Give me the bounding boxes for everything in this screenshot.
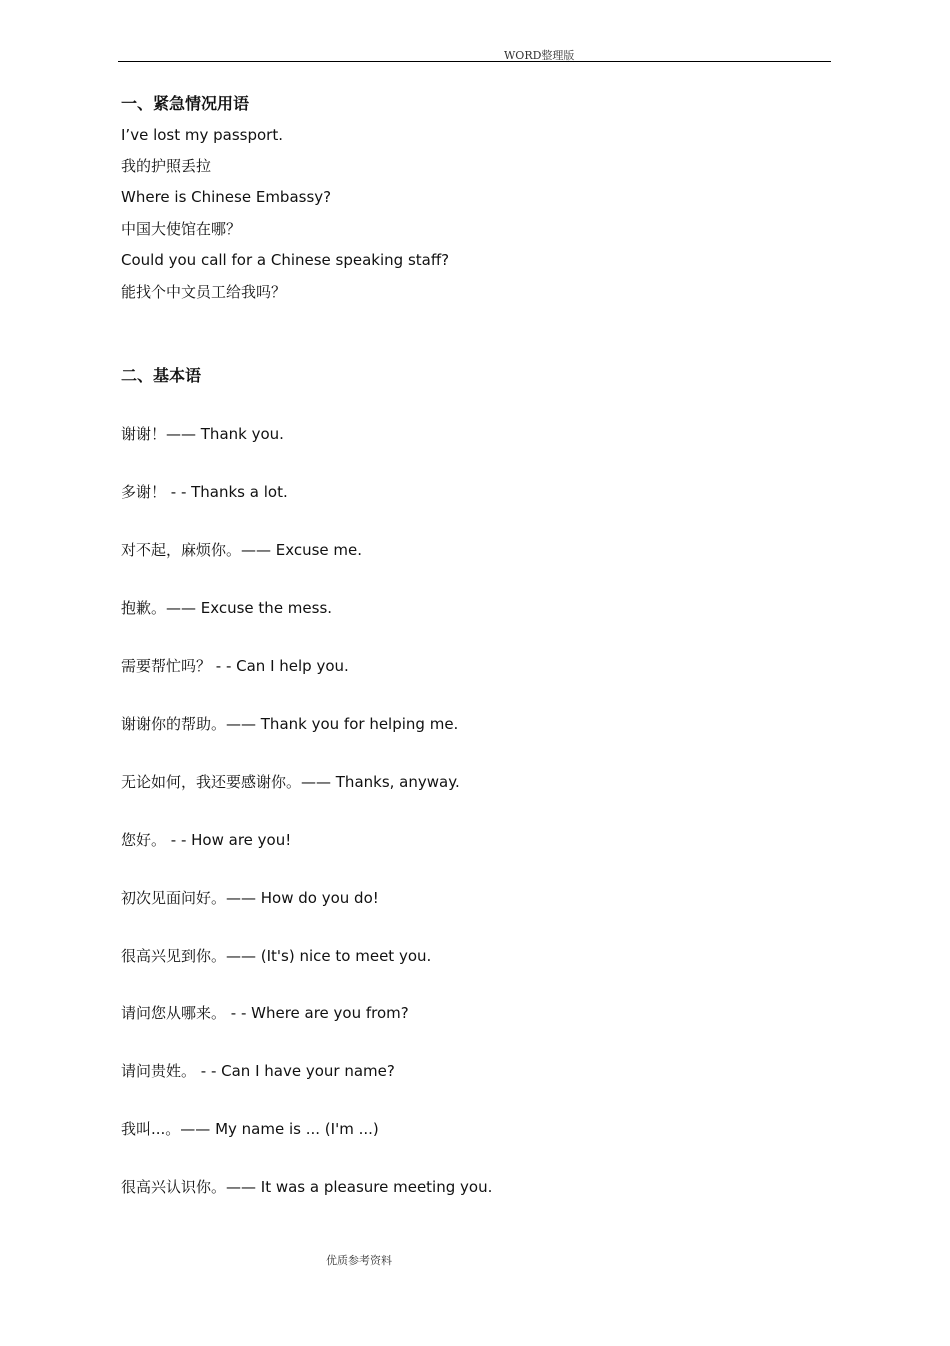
phrase-line: 请问贵姓。 - - Can I have your name? [121, 1062, 395, 1080]
phrase-line: 需要帮忙吗？ - - Can I help you. [121, 657, 349, 675]
phrase-line: 我的护照丢拉 [121, 157, 212, 175]
phrase-line: 谢谢！—— Thank you. [121, 425, 284, 443]
phrase-line: 您好。 - - How are you! [121, 831, 292, 849]
phrase-line: Could you call for a Chinese speaking staff? [121, 251, 450, 269]
section-title-basic: 二、基本语 [121, 366, 202, 385]
phrase-line: 请问您从哪来。 - - Where are you from? [121, 1004, 409, 1022]
phrase-line: 初次见面问好。—— How do you do! [121, 889, 379, 907]
phrase-line: Where is Chinese Embassy? [121, 188, 332, 206]
phrase-line: 很高兴见到你。—— (It's) nice to meet you. [121, 947, 432, 965]
phrase-line: 能找个中文员工给我吗？ [121, 283, 287, 301]
page-footer: 优质参考资料 [326, 1254, 392, 1267]
phrase-line: 无论如何，我还要感谢你。—— Thanks, anyway. [121, 773, 460, 791]
phrase-line: 谢谢你的帮助。—— Thank you for helping me. [121, 715, 459, 733]
phrase-line: 抱歉。—— Excuse the mess. [121, 599, 333, 617]
phrase-line: 中国大使馆在哪？ [121, 220, 242, 238]
phrase-line: I’ve lost my passport. [121, 126, 283, 144]
phrase-line: 对不起，麻烦你。—— Excuse me. [121, 541, 363, 559]
page-header [118, 44, 831, 62]
phrase-line: 多谢！ - - Thanks a lot. [121, 483, 288, 501]
phrase-line: 我叫...。—— My name is ... (I'm ...) [121, 1120, 379, 1138]
header-text: WORD整理版 [504, 49, 575, 62]
phrase-line: 很高兴认识你。—— It was a pleasure meeting you. [121, 1178, 493, 1196]
section-title-emergency: 一、紧急情况用语 [121, 94, 250, 113]
